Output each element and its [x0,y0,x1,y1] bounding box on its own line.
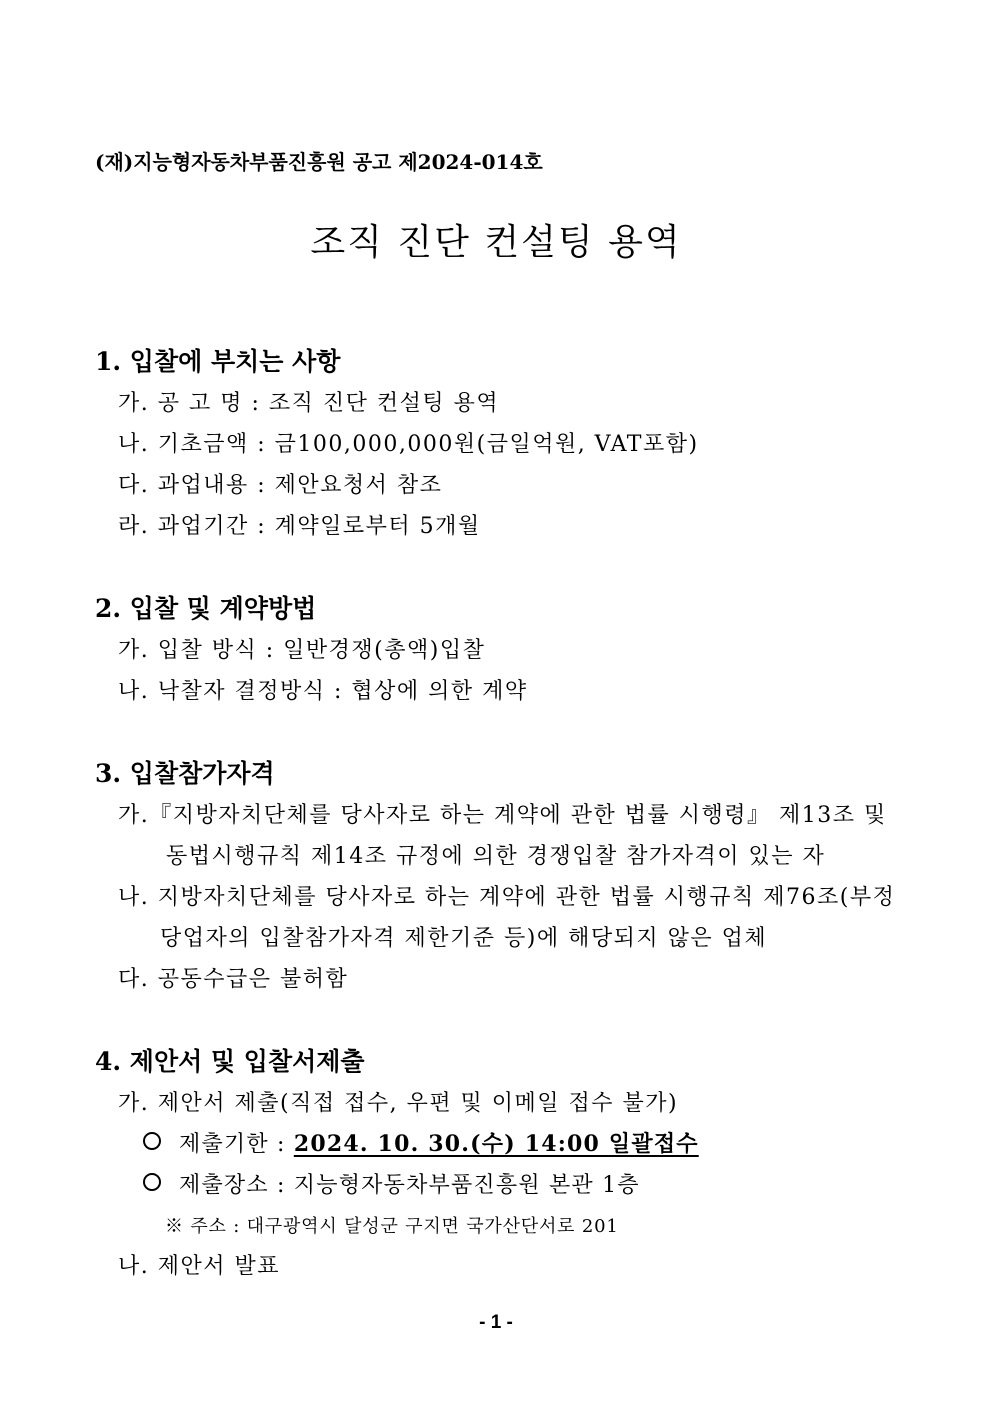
section-3-item-c: 다. 공동수급은 불허함 [118,967,349,992]
section-1-item-c: 다. 과업내용 : 제안요청서 참조 [118,473,443,498]
section-4-item-b: 나. 제안서 발표 [118,1254,280,1279]
address-note: ※ 주소 : 대구광역시 달성군 구지면 국가산단서로 201 [165,1216,619,1237]
submission-place [143,1168,640,1199]
section-2-heading: 2. 입찰 및 계약방법 [95,594,317,623]
section-1-item-b: 나. 기초금액 : 금100,000,000원(금일억원, VAT포함) [118,432,699,457]
submission-deadline-label: 제출기한 : [179,1132,294,1157]
section-4-heading: 4. 제안서 및 입찰서제출 [95,1047,365,1076]
section-3-heading: 3. 입찰참가자격 [95,759,275,788]
submission-place-label: 제출장소 : 지능형자동차부품진흥원 본관 1층 [179,1173,640,1198]
page-number: - 1 - [479,1312,513,1333]
section-3-item-b: 나. 지방자치단체를 당사자로 하는 계약에 관한 법률 시행규칙 제76조(부정 [118,885,896,910]
section-3-item-a-cont: 동법시행규칙 제14조 규정에 의한 경쟁입찰 참가자격이 있는 자 [166,844,826,869]
document-title: 조직 진단 컨설팅 용역 [310,222,682,263]
circle-bullet-icon [143,1173,161,1191]
section-1-item-a: 가. 공 고 명 : 조직 진단 컨설팅 용역 [118,391,500,416]
section-2-item-a: 가. 입찰 방식 : 일반경쟁(총액)입찰 [118,638,486,663]
section-1-heading: 1. 입찰에 부치는 사항 [95,347,341,376]
section-3-item-a: 가.『지방자치단체를 당사자로 하는 계약에 관한 법률 시행령』 제13조 및 [118,803,887,828]
section-4-item-a: 가. 제안서 제출(직접 접수, 우편 및 이메일 접수 불가) [118,1091,679,1116]
section-1-item-d: 라. 과업기간 : 계약일로부터 5개월 [118,514,481,539]
section-3-item-b-cont: 당업자의 입찰참가자격 제한기준 등)에 해당되지 않은 업체 [160,926,768,951]
section-2-item-b: 나. 낙찰자 결정방식 : 협상에 의한 계약 [118,679,528,704]
submission-deadline-value: 2024. 10. 30.(수) 14:00 일괄접수 [293,1131,699,1157]
notice-number: (재)지능형자동차부품진흥원 공고 제2024-014호 [95,150,543,174]
submission-deadline [143,1127,699,1158]
circle-bullet-icon [143,1132,161,1150]
